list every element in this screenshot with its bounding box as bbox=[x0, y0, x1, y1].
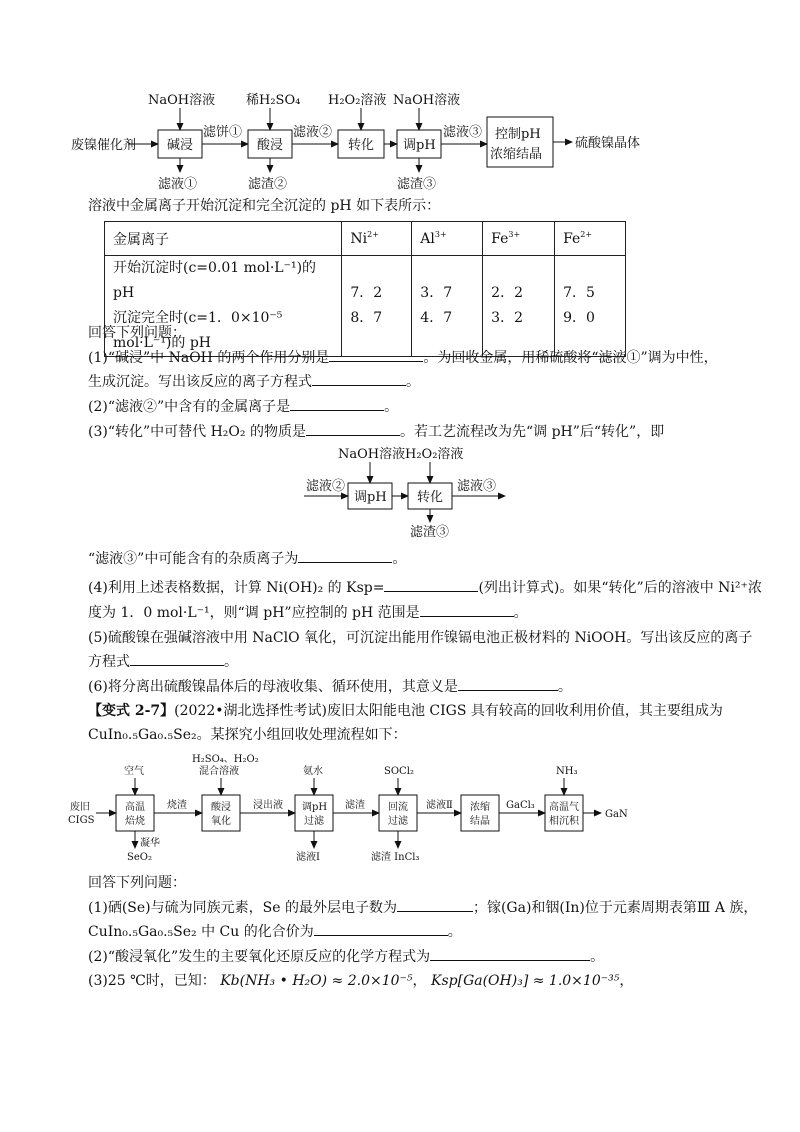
table-ion-ni: $Ni^{2+}$ bbox=[342, 222, 412, 256]
flow3-box2-2: 氧化 bbox=[211, 816, 231, 827]
flow1-box-zhuanhua-label: 转化 bbox=[348, 138, 375, 153]
flow3-box6-2: 相沉积 bbox=[549, 816, 579, 827]
flow3-box4-1: 回流 bbox=[388, 802, 408, 813]
flow3-box2-1: 酸浸 bbox=[211, 802, 231, 813]
flow3-box3-1: 调pH bbox=[302, 802, 328, 813]
table-ion-al: $Al^{3+}$ bbox=[412, 222, 483, 256]
question-3-line-2: “滤液③”中可能含有的杂质离子为 。 bbox=[88, 548, 406, 569]
flow2-out-lye3: 滤液③ bbox=[457, 479, 497, 494]
ksp-expression: Ksp[Ga(OH)₃] ≈ 1.0×10⁻³⁵ bbox=[431, 973, 620, 989]
table-cell: 3．7 bbox=[420, 285, 453, 301]
flow3-box6-1: 高温气 bbox=[549, 802, 579, 813]
flow2-reagent-h2o2: H₂O₂溶液 bbox=[405, 447, 464, 462]
flow3-out-lvye1: 滤液Ⅰ bbox=[296, 852, 320, 863]
answer-blank[interactable] bbox=[314, 921, 448, 936]
flow3-box3-2: 过滤 bbox=[304, 816, 324, 827]
flow3-socl2: SOCl₂ bbox=[384, 766, 414, 777]
question-1-line-1: (1)“碱浸”中 NaOH 的两个作用分别是 。为回收金属，用稀硫酸将“滤液①”调为中性， bbox=[88, 347, 718, 368]
flow1-box-final-label-1: 控制pH bbox=[495, 127, 541, 142]
table-cell: 3．2 bbox=[491, 310, 523, 326]
question2-2: (2)“酸浸氧化”发生的主要氧化还原反应的化学方程式为 。 bbox=[88, 946, 604, 967]
question-4-line-2: 度为 1．0 mol·L⁻¹，则“调 pH”应控制的 pH 范围是 。 bbox=[88, 602, 528, 623]
flow3-input-2: CIGS bbox=[68, 815, 95, 826]
flow3-out-incl3: 滤渣 InCl₃ bbox=[371, 852, 420, 863]
flow3-box5-2: 结晶 bbox=[470, 816, 490, 827]
flow3-out-seo2: SeO₂ bbox=[127, 852, 152, 863]
variant-tag: 【变式 2-7】 bbox=[88, 703, 175, 719]
flow1-out-lz2: 滤渣② bbox=[248, 177, 288, 192]
flow3-out-ninghua: 凝华 bbox=[140, 838, 160, 849]
table-intro: 溶液中金属离子开始沉淀和完全沉淀的 pH 如下表所示： bbox=[88, 198, 441, 214]
question2-1-line-1: (1)硒(Se)与硫为同族元素，Se 的最外层电子数为 ；镓(Ga)和铟(In)位于元素周期表第Ⅲ A 族， bbox=[88, 897, 757, 918]
question-6: (6)将分离出硫酸镍晶体后的母液收集、循环使用，其意义是 。 bbox=[88, 676, 572, 697]
flow3-box5-1: 浓缩 bbox=[470, 802, 490, 813]
flow1-box-suanjin-label: 酸浸 bbox=[257, 138, 284, 153]
answer-intro-1: 回答下列问题： bbox=[88, 325, 186, 341]
table-header-label: 金属离子 bbox=[105, 222, 342, 256]
flow1-reagent-h2so4: 稀H₂SO₄ bbox=[246, 93, 301, 108]
flow2-reagent-naoh: NaOH溶液 bbox=[338, 447, 406, 462]
flow1-arrow-lye3: 滤液③ bbox=[443, 125, 483, 140]
answer-blank[interactable] bbox=[430, 946, 590, 961]
flow1-box-jianjin-label: 碱浸 bbox=[167, 138, 194, 153]
flow1-box-tiaoph-label: 调pH bbox=[403, 138, 436, 153]
flow3-arrow-jinchuye: 浸出液 bbox=[253, 800, 283, 811]
flow1-out-lz3: 滤渣③ bbox=[397, 177, 437, 192]
question-4-line-1: (4)利用上述表格数据，计算 Ni(OH)₂ 的 Ksp= (列出计算式)。如果“转化”后的溶液中 Ni²⁺浓 bbox=[88, 577, 762, 598]
table-cell: 2．2 bbox=[491, 285, 523, 301]
flow3-arrow-gacl3: GaCl₃ bbox=[506, 800, 535, 811]
flow1-arrow-lye2: 滤液② bbox=[293, 125, 333, 140]
flow1-arrow-lbing1: 滤饼① bbox=[203, 125, 243, 140]
flow3-input-1: 废旧 bbox=[70, 802, 90, 813]
flow2-box-zhuanhua-label: 转化 bbox=[417, 490, 444, 505]
question2-3: (3)25 ℃时，已知： Kb(NH₃ • H₂O) ≈ 2.0×10⁻⁵， Ksp[Ga(OH)₃] ≈ 1.0×10⁻³⁵， bbox=[88, 973, 634, 989]
flow2-box-tiaoph-label: 调pH bbox=[354, 490, 387, 505]
variant-intro-line-2: CuIn₀.₅Ga₀.₅Se₂。某探究小组回收处理流程如下： bbox=[88, 727, 407, 743]
table-ion-fe3: $Fe^{3+}$ bbox=[483, 222, 555, 256]
answer-blank[interactable] bbox=[397, 897, 473, 912]
flow3-arrow-lvzha: 滤渣 bbox=[345, 800, 365, 811]
flow1-start: 废镍催化剂 bbox=[71, 138, 137, 153]
table-ion-fe2: $Fe^{2+}$ bbox=[555, 222, 626, 256]
variant-intro-line-1: 【变式 2-7】(2022•湖北选择性考试)废旧太阳能电池 CIGS 具有较高的回收利用价值，其主要组成为 bbox=[88, 703, 723, 719]
flow2-out-lz3: 滤渣③ bbox=[410, 525, 450, 540]
question-3-line-1: (3)“转化”中可替代 H₂O₂ 的物质是 。若工艺流程改为先“调 pH”后“转化”，即 bbox=[88, 421, 664, 442]
flow2-in-lye2: 滤液② bbox=[306, 479, 346, 494]
question2-1-line-2: CuIn₀.₅Ga₀.₅Se₂ 中 Cu 的化合价为 。 bbox=[88, 921, 462, 942]
answer-intro-2: 回答下列问题： bbox=[88, 875, 186, 891]
table-cell: 4．7 bbox=[420, 310, 453, 326]
flow1-reagent-naoh2: NaOH溶液 bbox=[393, 93, 461, 108]
flow1-reagent-h2o2: H₂O₂溶液 bbox=[328, 93, 387, 108]
flow3-nh3: NH₃ bbox=[556, 766, 578, 777]
flow3-box1-2: 焙烧 bbox=[125, 816, 145, 827]
flow3-box1-1: 高温 bbox=[125, 802, 145, 813]
flow3-product: GaN bbox=[605, 809, 628, 820]
flow1-reagent-naoh: NaOH溶液 bbox=[148, 93, 216, 108]
table-row1-label: 开始沉淀时(c=0.01 mol·L⁻¹)的 pH bbox=[113, 260, 317, 301]
flow3-acid-mix-2: 混合溶液 bbox=[199, 766, 239, 777]
question-5-line-1: (5)硫酸镍在强碱溶液中用 NaClO 氧化，可沉淀出能用作镍镉电池正极材料的 NiOOH。写出该反应的离子 bbox=[88, 630, 753, 646]
question-2: (2)“滤液②”中含有的金属离子是 。 bbox=[88, 396, 398, 417]
kb-expression: Kb(NH₃ • H₂O) ≈ 2.0×10⁻⁵ bbox=[220, 973, 413, 989]
flow3-arrow-lvye2: 滤液Ⅱ bbox=[426, 800, 453, 811]
table-cell: 9．0 bbox=[563, 310, 595, 326]
flow1-out-lye1: 滤液① bbox=[158, 177, 198, 192]
flow3-air: 空气 bbox=[124, 766, 144, 777]
table-row2-label: 沉淀完全时(c=1．0×10⁻⁵ mol·L⁻¹)的 pH bbox=[113, 310, 283, 351]
flow3-ammonia: 氨水 bbox=[303, 766, 323, 777]
table-cell: 8．7 bbox=[350, 310, 383, 326]
table-cell: 7．2 bbox=[350, 285, 383, 301]
flow1-product: 硫酸镍晶体 bbox=[575, 136, 641, 151]
flow3-box4-2: 过滤 bbox=[388, 816, 408, 827]
flow1-box-final-label-2: 浓缩结晶 bbox=[490, 147, 543, 162]
question-1-line-2: 生成沉淀。写出该反应的离子方程式 。 bbox=[88, 371, 420, 392]
flow3-arrow-shaozha: 烧渣 bbox=[167, 800, 187, 811]
flow3-acid-mix-1: H₂SO₄、H₂O₂ bbox=[192, 754, 259, 765]
question-5-line-2: 方程式 。 bbox=[88, 651, 238, 672]
table-cell: 7．5 bbox=[563, 285, 595, 301]
